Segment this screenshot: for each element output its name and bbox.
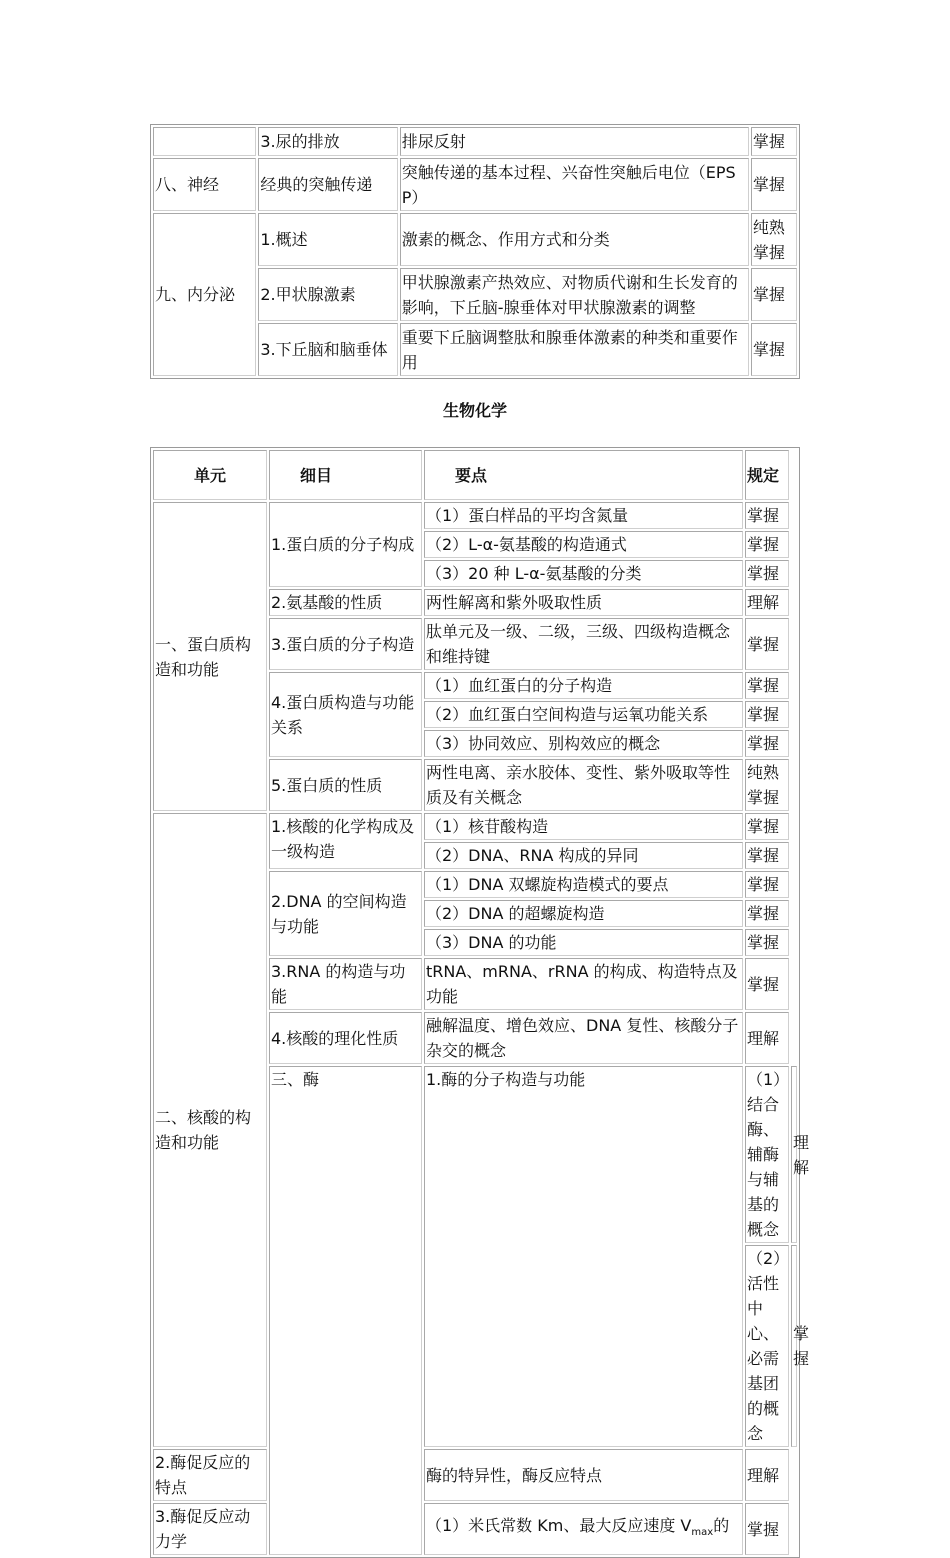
- requirement-cell: 掌握: [791, 1245, 797, 1447]
- vmax-subscript: max: [691, 1527, 714, 1539]
- header-requirement: 规定: [745, 450, 789, 500]
- requirement-cell: 掌握: [745, 672, 789, 699]
- table-row: [153, 502, 797, 529]
- point-cell: （3）协同效应、别构效应的概念: [424, 730, 743, 757]
- requirement-cell: 掌握: [745, 1503, 789, 1555]
- table-cell: 排尿反射: [400, 127, 749, 156]
- item-cell: 2.DNA 的空间构造与功能: [269, 871, 422, 956]
- table-cell: 掌握: [751, 158, 797, 211]
- item-cell: 4.核酸的理化性质: [269, 1012, 422, 1064]
- section-title: 生物化学: [442, 401, 507, 420]
- item-cell: 3.蛋白质的分子构造: [269, 618, 422, 670]
- requirement-cell: 掌握: [745, 560, 789, 587]
- point-cell: 酶的特异性，酶反应特点: [424, 1449, 743, 1501]
- table-cell: 八、神经: [153, 158, 256, 211]
- table-cell: 纯熟掌握: [751, 213, 797, 266]
- requirement-cell: 掌握: [745, 900, 789, 927]
- point-cell: tRNA、mRNA、rRNA 的构成、构造特点及功能: [424, 958, 743, 1010]
- requirement-cell: 理解: [745, 1012, 789, 1064]
- item-cell: 3.酶促反应动力学: [153, 1503, 267, 1555]
- table-cell: 3.下丘脑和脑垂体: [258, 323, 397, 376]
- table-row: [153, 1449, 797, 1501]
- point-cell: 两性解离和紫外吸取性质: [424, 589, 743, 616]
- table-header-row: [153, 450, 797, 500]
- table-cell: 九、内分泌: [153, 213, 256, 376]
- point-text: （1）米氏常数 Km、最大反应速度 V: [426, 1515, 692, 1535]
- requirement-cell: 掌握: [745, 701, 789, 728]
- point-cell: （3）DNA 的功能: [424, 929, 743, 956]
- point-cell: 两性电离、亲水胶体、变性、紫外吸取等性质及有关概念: [424, 759, 743, 811]
- item-cell: 3.RNA 的构造与功能: [269, 958, 422, 1010]
- item-cell: 1.蛋白质的分子构成: [269, 502, 422, 587]
- table-row: [153, 213, 797, 266]
- table-cell: 3.尿的排放: [258, 127, 397, 156]
- point-cell: （2）活性中心、必需基团的概念: [745, 1245, 789, 1447]
- header-item: 细目: [269, 450, 422, 500]
- item-cell: 1.酶的分子构造与功能: [424, 1066, 743, 1447]
- table-cell: 突触传递的基本过程、兴奋性突触后电位（EPSP）: [400, 158, 749, 211]
- table-cell: 掌握: [751, 127, 797, 156]
- physiology-table: [150, 124, 800, 379]
- requirement-cell: 理解: [745, 589, 789, 616]
- requirement-cell: 掌握: [745, 502, 789, 529]
- table-cell: 激素的概念、作用方式和分类: [400, 213, 749, 266]
- point-cell: 肽单元及一级、二级，三级、四级构造概念和维持键: [424, 618, 743, 670]
- requirement-cell: 掌握: [745, 618, 789, 670]
- point-cell: （1）DNA 双螺旋构造模式的要点: [424, 871, 743, 898]
- table-row: [153, 813, 797, 840]
- requirement-cell: 掌握: [745, 871, 789, 898]
- table-cell: 掌握: [751, 323, 797, 376]
- item-cell: 2.氨基酸的性质: [269, 589, 422, 616]
- point-cell: （1）蛋白样品的平均含氮量: [424, 502, 743, 529]
- requirement-cell: 掌握: [745, 929, 789, 956]
- item-cell: 5.蛋白质的性质: [269, 759, 422, 811]
- unit-cell: 二、核酸的构造和功能: [153, 813, 267, 1447]
- item-cell: 2.酶促反应的特点: [153, 1449, 267, 1501]
- point-cell: [424, 1503, 743, 1555]
- point-cell: 融解温度、增色效应、DNA 复性、核酸分子杂交的概念: [424, 1012, 743, 1064]
- point-cell: （2）DNA 的超螺旋构造: [424, 900, 743, 927]
- table-cell: 1.概述: [258, 213, 397, 266]
- table-row: [153, 127, 797, 156]
- point-cell: （3）20 种 L-α-氨基酸的分类: [424, 560, 743, 587]
- table-cell: [153, 127, 256, 156]
- requirement-cell: 掌握: [745, 813, 789, 840]
- biochem-table: [150, 447, 810, 1558]
- unit-cell: 一、蛋白质构造和功能: [153, 502, 267, 811]
- item-cell: 4.蛋白质构造与功能关系: [269, 672, 422, 757]
- requirement-cell: 纯熟掌握: [745, 759, 789, 811]
- requirement-cell: 理解: [745, 1449, 789, 1501]
- header-unit: 单元: [153, 450, 267, 500]
- table-cell: 掌握: [751, 268, 797, 321]
- point-cell: （2）DNA、RNA 构成的异同: [424, 842, 743, 869]
- table-cell: 2.甲状腺激素: [258, 268, 397, 321]
- header-point: 要点: [424, 450, 743, 500]
- table-cell: 经典的突触传递: [258, 158, 397, 211]
- item-cell: 1.核酸的化学构成及一级构造: [269, 813, 422, 869]
- point-cell: （1）核苷酸构造: [424, 813, 743, 840]
- table-cell: 甲状腺激素产热效应、对物质代谢和生长发育的影响，下丘脑-腺垂体对甲状腺激素的调整: [400, 268, 749, 321]
- table-cell: 重要下丘脑调整肽和腺垂体激素的种类和重要作用: [400, 323, 749, 376]
- point-cell: （1）结合酶、辅酶与辅基的概念: [745, 1066, 789, 1243]
- requirement-cell: 掌握: [745, 730, 789, 757]
- requirement-cell: 掌握: [745, 842, 789, 869]
- requirement-cell: 掌握: [745, 531, 789, 558]
- unit-cell: 三、酶: [269, 1066, 422, 1555]
- point-cell: （1）血红蛋白的分子构造: [424, 672, 743, 699]
- point-cell: （2）血红蛋白空间构造与运氧功能关系: [424, 701, 743, 728]
- table-row: [153, 1503, 797, 1555]
- point-text-suffix: 的: [713, 1515, 730, 1535]
- table-row: [153, 158, 797, 211]
- requirement-cell: 掌握: [745, 958, 789, 1010]
- point-cell: （2）L-α-氨基酸的构造通式: [424, 531, 743, 558]
- requirement-cell: 理解: [791, 1066, 797, 1243]
